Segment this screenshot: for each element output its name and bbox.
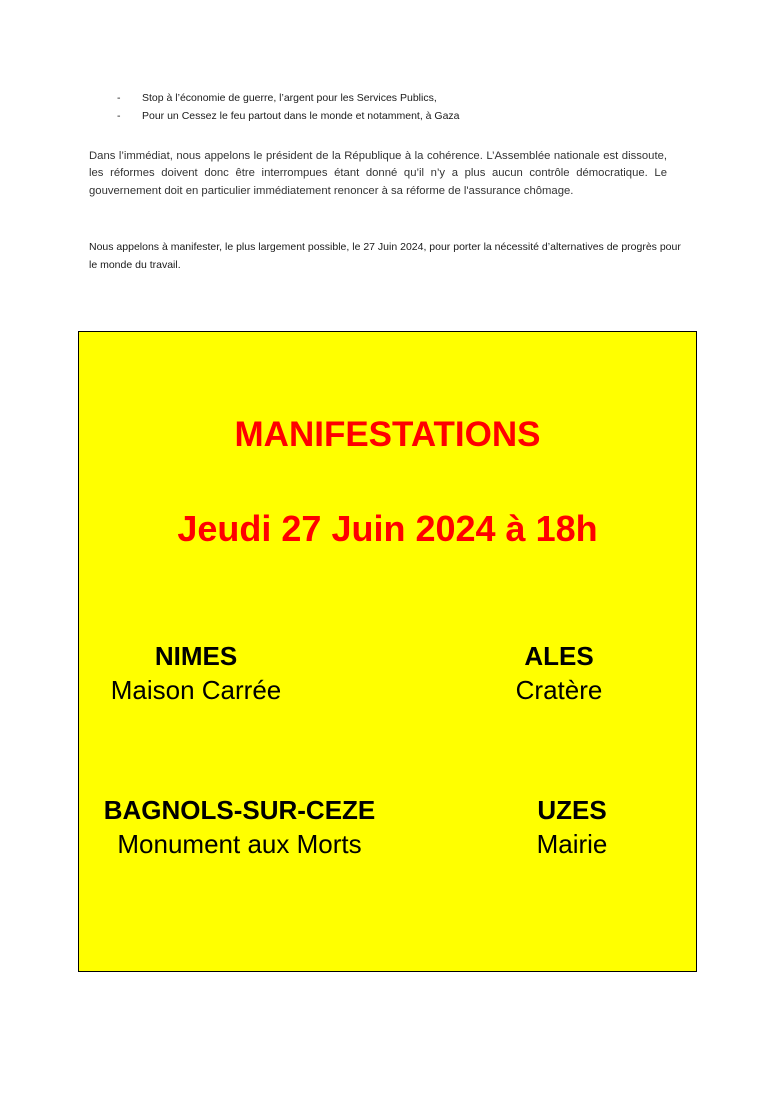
- demands-list: [117, 89, 460, 125]
- list-item-text: Stop à l’économie de guerre, l’argent pour les Services Publics,: [142, 92, 437, 104]
- location-nimes: [103, 639, 289, 707]
- location-bagnols-sur-ceze: [87, 793, 392, 861]
- protest-poster: [78, 331, 697, 972]
- location-ales: [489, 639, 629, 707]
- list-item: [117, 107, 460, 125]
- poster-title: MANIFESTATIONS: [234, 415, 541, 454]
- location-city: ALES: [524, 641, 594, 671]
- bullet-dash: -: [117, 92, 121, 104]
- location-city: UZES: [537, 795, 607, 825]
- location-spot: Cratère: [515, 675, 603, 705]
- poster-date: Jeudi 27 Juin 2024 à 18h: [177, 508, 598, 549]
- location-city: BAGNOLS-SUR-CEZE: [103, 795, 376, 825]
- location-city: NIMES: [154, 641, 238, 671]
- list-item: [117, 89, 460, 107]
- immediate-demands-paragraph: Dans l’immédiat, nous appelons le président de la République à la cohérence. L’Assemblée nationale est dissoute, les réformes doivent donc être interrompues étant donné qu’il n’y a plus aucun contrôle démocratique. Le gouvernement doit en particulier immédiatement renoncer à sa réforme de l'assurance chômage.: [89, 150, 667, 197]
- location-spot: Mairie: [536, 829, 608, 859]
- location-uzes: [509, 793, 635, 861]
- call-to-protest-paragraph: Nous appelons à manifester, le plus largement possible, le 27 Juin 2024, pour porter la nécessité d’alternatives de progrès pour le monde du travail.: [89, 241, 681, 271]
- location-spot: Monument aux Morts: [117, 829, 362, 859]
- list-item-text: Pour un Cessez le feu partout dans le monde et notamment, à Gaza: [142, 110, 460, 122]
- bullet-dash: -: [117, 110, 121, 122]
- location-spot: Maison Carrée: [110, 675, 282, 705]
